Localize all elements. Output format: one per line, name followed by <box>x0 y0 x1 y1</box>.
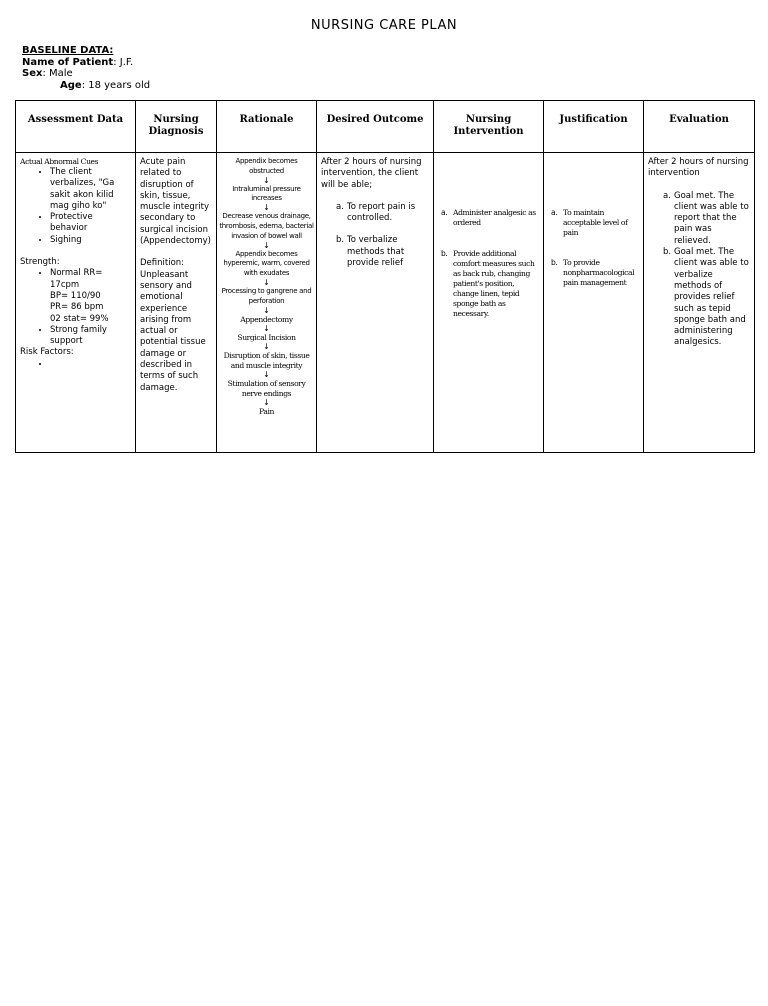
list-marker: a. <box>336 201 344 212</box>
patient-age-row <box>22 80 150 92</box>
justification-text: To maintain acceptable level of pain <box>563 208 628 237</box>
flow-arrow-icon: ↓ <box>263 341 270 351</box>
outcome-text: To report pain is controlled. <box>347 201 416 224</box>
page-title: NURSING CARE PLAN <box>310 18 458 33</box>
justification-cell <box>544 153 644 453</box>
flow-arrow-icon: ↓ <box>263 240 270 250</box>
rationale-step: Surgical Incision <box>237 332 296 342</box>
header-assessment-data: Assessment Data <box>16 101 136 153</box>
risk-factors-list <box>20 359 131 370</box>
header-evaluation: Evaluation <box>644 101 755 153</box>
evaluation-cell <box>644 153 755 453</box>
list-marker: a. <box>441 208 448 217</box>
intervention-text: Provide additional comfort measures such as back rub, changing patient's position, change linen, tepid sponge bath as necessary. <box>453 249 535 318</box>
evaluation-list <box>648 191 750 349</box>
list-item <box>50 359 131 370</box>
list-marker: a. <box>663 190 671 201</box>
list-marker: b. <box>336 235 345 246</box>
vital-pr: PR= 86 bpm <box>50 302 104 313</box>
patient-age-label: Age <box>60 79 82 91</box>
nursing-care-plan-table <box>15 100 755 453</box>
diagnosis-statement: Acute pain related to disruption of skin, tissue, muscle integrity secondary to surgical incision (Appendectomy) <box>140 157 211 247</box>
patient-age-value: : 18 years old <box>81 79 151 91</box>
list-item <box>548 208 639 238</box>
list-marker: b. <box>663 247 672 258</box>
list-item <box>438 249 539 319</box>
flow-arrow-icon: ↓ <box>263 277 270 287</box>
evaluation-text: Goal met. The client was able to report that the pain was relieved. <box>674 190 749 246</box>
patient-sex-row <box>22 68 150 80</box>
flow-arrow-icon: ↓ <box>263 175 270 185</box>
intervention-text: Administer analgesic as ordered <box>453 208 536 227</box>
flow-arrow-icon: ↓ <box>263 323 270 333</box>
list-item <box>548 258 639 288</box>
justification-list <box>548 208 639 288</box>
flow-arrow-icon: ↓ <box>263 369 270 379</box>
rationale-step: Disruption of skin, tissue and muscle integrity <box>223 350 310 370</box>
rationale-step: Appendix becomes obstructed <box>235 157 298 175</box>
baseline-heading: BASELINE DATA: <box>22 45 114 56</box>
vital-bp: BP= 110/90 <box>50 290 101 301</box>
table-header-row <box>16 101 755 153</box>
assessment-data-cell <box>16 153 136 453</box>
rationale-step: Pain <box>258 406 274 416</box>
list-marker: b. <box>551 258 558 267</box>
list-item <box>321 202 429 225</box>
patient-name-label: Name of Patient <box>22 56 114 68</box>
baseline-data <box>22 45 150 91</box>
actual-cues-label: Actual Abnormal Cues <box>20 157 99 166</box>
list-item <box>321 235 429 269</box>
patient-sex-label: Sex <box>22 68 43 79</box>
diagnosis-definition: Definition: Unpleasant sensory and emotional experience arising from actual or potential tissue damage or described in terms of such damage. <box>140 258 206 393</box>
evaluation-intro: After 2 hours of nursing intervention <box>648 157 749 179</box>
risk-factors-label: Risk Factors: <box>20 347 74 358</box>
rationale-step: Appendix becomes hyperemic, warm, covered with exudates <box>223 249 310 278</box>
rationale-step: Decrease venous drainage, thrombosis, edema, bacterial invasion of bowel wall <box>219 212 314 240</box>
header-nursing-intervention: Nursing Intervention <box>434 101 544 153</box>
evaluation-text: Goal met. The client was able to verbalize methods of provides relief such as tepid sponge bath and administering analgesics. <box>674 247 749 348</box>
list-item: • Protective behavior <box>50 212 131 235</box>
flow-arrow-icon: ↓ <box>263 203 270 213</box>
flow-arrow-icon: ↓ <box>263 397 270 407</box>
header-rationale: Rationale <box>217 101 317 153</box>
vital-o2: 02 stat= 99% <box>50 313 109 324</box>
vital-rr: • Normal RR= 17cpm <box>50 268 103 290</box>
list-item <box>50 268 131 324</box>
justification-text: To provide nonpharmacological pain management <box>563 258 635 287</box>
nursing-intervention-cell <box>434 153 544 453</box>
outcome-text: To verbalize methods that provide relief <box>347 235 405 269</box>
list-item: • Strong family support <box>50 325 131 348</box>
rationale-step: Processing to gangrene and perforation <box>221 286 312 305</box>
outcome-list <box>321 202 429 269</box>
patient-name-value: : J.F. <box>113 56 134 68</box>
strength-list <box>20 268 131 347</box>
table-row <box>16 153 755 453</box>
list-item: • Sighing <box>50 235 131 246</box>
flow-arrow-icon: ↓ <box>263 305 270 315</box>
list-item <box>438 208 539 228</box>
patient-sex-value: : Male <box>42 68 73 79</box>
list-item <box>648 247 750 349</box>
nursing-diagnosis-cell <box>136 153 217 453</box>
rationale-step: Appendectomy <box>240 314 293 324</box>
rationale-step: Stimulation of sensory nerve endings <box>227 378 306 398</box>
strength-label: Strength: <box>20 257 60 268</box>
list-marker: a. <box>551 208 558 217</box>
header-justification: Justification <box>544 101 644 153</box>
header-nursing-diagnosis: Nursing Diagnosis <box>136 101 217 153</box>
patient-name-row <box>22 57 150 69</box>
header-desired-outcome: Desired Outcome <box>317 101 434 153</box>
desired-outcome-cell <box>317 153 434 453</box>
rationale-step: Intraluminal pressure increases <box>232 184 301 203</box>
outcome-intro: After 2 hours of nursing intervention, the client will be able; <box>321 157 422 190</box>
list-marker: b. <box>441 249 448 258</box>
list-item <box>648 191 750 247</box>
actual-cues-list <box>20 167 131 246</box>
intervention-list <box>438 208 539 319</box>
list-item: • The client verbalizes, "Ga sakit akon kilid mag giho ko" <box>50 167 131 212</box>
rationale-cell <box>217 153 317 453</box>
